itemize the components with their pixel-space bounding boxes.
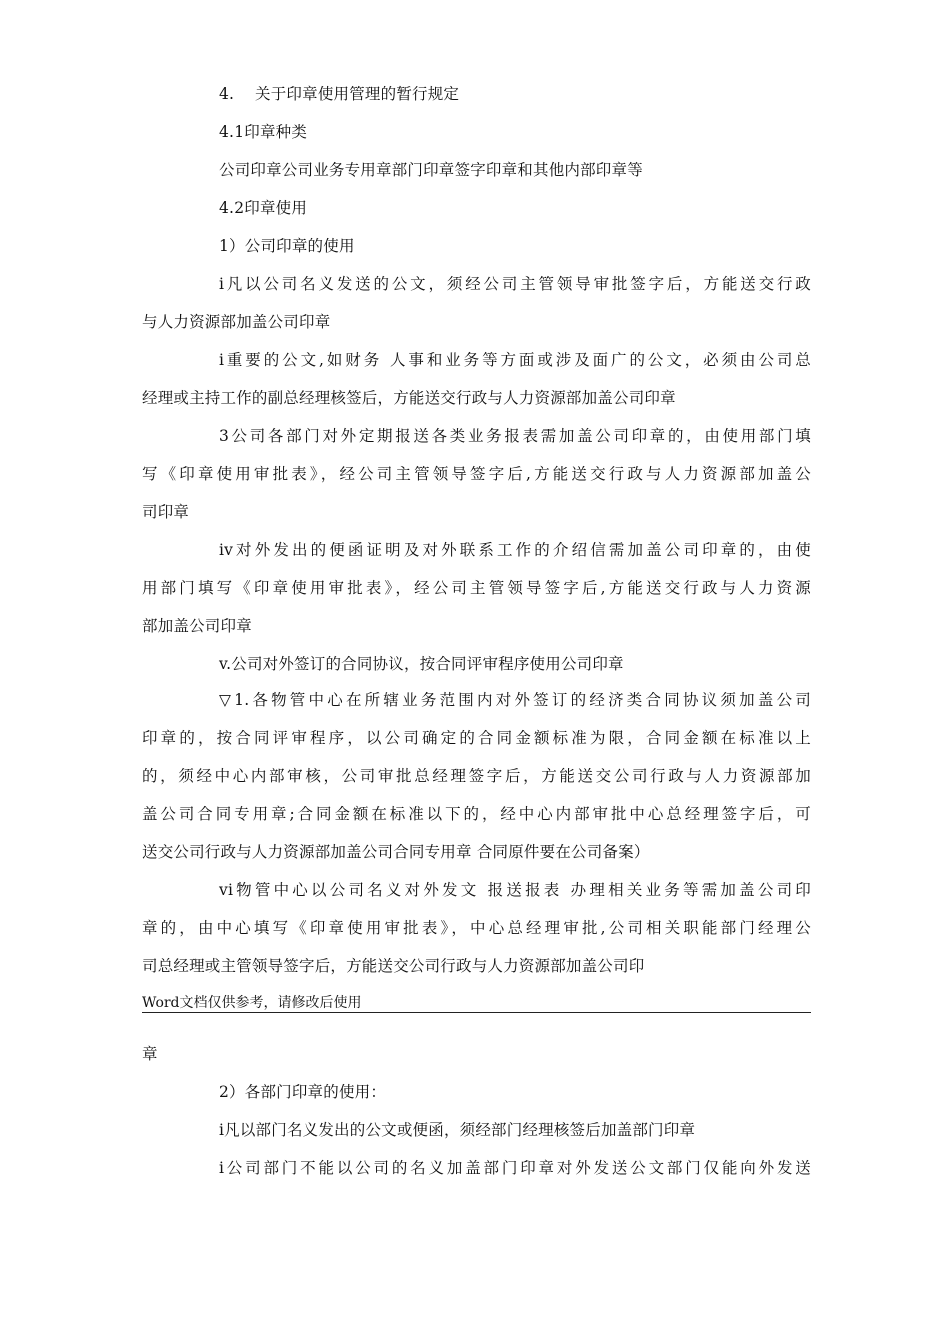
section-heading: 4. 关于印章使用管理的暂行规定 — [219, 85, 460, 103]
body-line: 公司印章公司业务专用章部门印章签字印章和其他内部印章等 — [219, 161, 643, 179]
body-line: 送交公司行政与人力资源部加盖公司合同专用章 合同原件要在公司备案） — [142, 843, 650, 861]
body-line: 3公司各部门对外定期报送各类业务报表需加盖公司印章的，由使用部门填 — [219, 427, 811, 445]
body-line: iv对外发出的便函证明及对外联系工作的介绍信需加盖公司印章的，由使 — [219, 541, 811, 559]
body-line: 用部门填写《印章使用审批表》，经公司主管领导签字后,方能送交行政与人力资源 — [142, 579, 811, 597]
body-line: i公司部门不能以公司的名义加盖部门印章对外发送公文部门仅能向外发送 — [219, 1159, 811, 1177]
body-line: 章 — [142, 1045, 158, 1063]
body-line: vi物管中心以公司名义对外发文 报送报表 办理相关业务等需加盖公司印 — [219, 881, 811, 899]
body-line: i凡以公司名义发送的公文，须经公司主管领导审批签字后，方能送交行政 — [219, 275, 811, 293]
body-line: 与人力资源部加盖公司印章 — [142, 313, 331, 331]
body-line: 印章的，按合同评审程序，以公司确定的合同金额标准为限，合同金额在标准以上 — [142, 729, 811, 747]
subsection-heading: 4.2印章使用 — [219, 199, 308, 217]
body-line: i凡以部门名义发出的公文或便函，须经部门经理核签后加盖部门印章 — [219, 1121, 696, 1139]
body-line: ▽1.各物管中心在所辖业务范围内对外签订的经济类合同协议须加盖公司 — [219, 691, 811, 709]
list-heading: 1）公司印章的使用 — [219, 237, 355, 255]
body-line: v.公司对外签订的合同协议，按合同评审程序使用公司印章 — [219, 655, 624, 673]
page-footer: Word文档仅供参考，请修改后使用 — [142, 995, 362, 1011]
body-line: 司印章 — [142, 503, 190, 521]
body-line: 盖公司合同专用章;合同金额在标准以下的，经中心内部审批中心总经理签字后，可 — [142, 805, 811, 823]
body-line: 司总经理或主管领导签字后，方能送交公司行政与人力资源部加盖公司印 — [142, 957, 645, 975]
body-line: 部加盖公司印章 — [142, 617, 252, 635]
subsection-heading: 4.1印章种类 — [219, 123, 308, 141]
body-line: i重要的公文,如财务 人事和业务等方面或涉及面广的公文，必须由公司总 — [219, 351, 811, 369]
body-line: 经理或主持工作的副总经理核签后，方能送交行政与人力资源部加盖公司印章 — [142, 389, 676, 407]
list-heading: 2）各部门印章的使用： — [219, 1083, 387, 1101]
body-line: 章的，由中心填写《印章使用审批表》，中心总经理审批,公司相关职能部门经理公 — [142, 919, 811, 937]
body-line: 的，须经中心内部审核，公司审批总经理签字后，方能送交公司行政与人力资源部加 — [142, 767, 811, 785]
body-line: 写《印章使用审批表》，经公司主管领导签字后,方能送交行政与人力资源部加盖公 — [142, 465, 811, 483]
footer-divider — [142, 1012, 811, 1013]
